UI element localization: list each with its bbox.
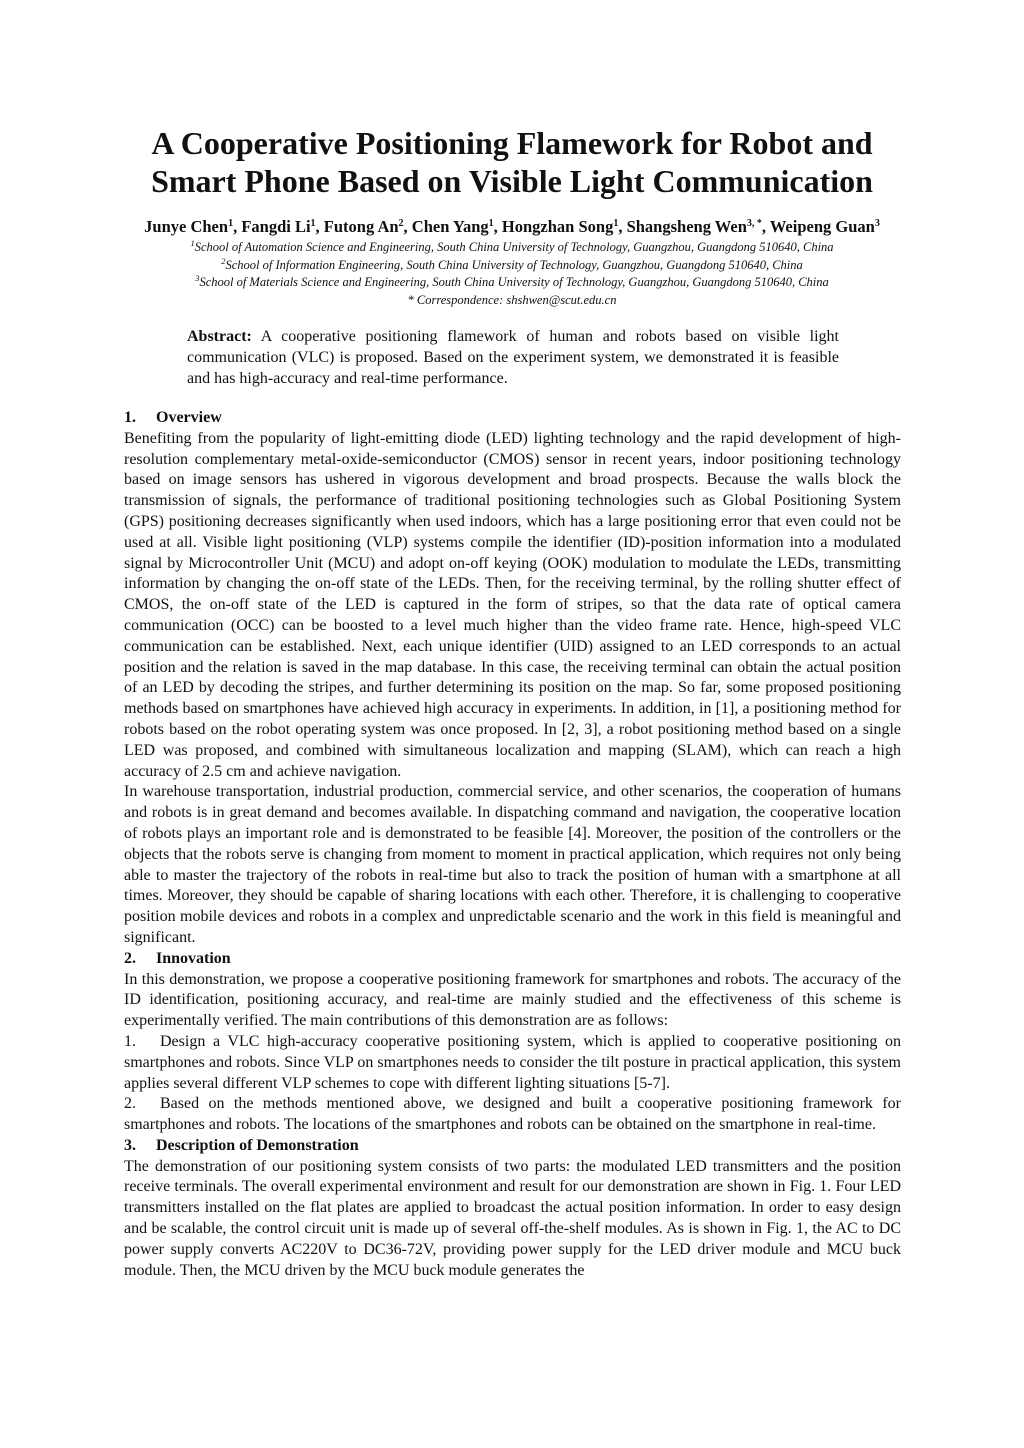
paragraph: Benefiting from the popularity of light-emitting diode (LED) lighting technology and the rapid development of high-resolution complementary metal-oxide-semiconductor (CMOS) sensor in recent years, indoor positioning technology based on image sensors has ushered in vigorous development and broad prospects. Because the walls block the transmission of signals, the performance of traditional positioning technologies such as Global Positioning System (GPS) positioning decreases significantly when used indoors, which has a large positioning error that even could not be used at all. Visible light positioning (VLP) systems compile the identifier (ID)-position information into a modulated signal by Microcontroller Unit (MCU) and adopt on-off keying (OOK) modulation to modulate the LEDs, transmitting information by changing the on-off state of the LEDs. Then, for the receiving terminal, by the rolling shutter effect of CMOS, the on-off state of the LED is captured in the form of stripes, so that the data rate of optical camera communication (OCC) can be boosted to a level much higher than the video frame rate. Hence, high-speed VLC communication can be established. Next, each unique identifier (UID) assigned to an LED corresponds to an actual position and the relation is saved in the map database. In this case, the receiving terminal can obtain the actual position of an LED by decoding the stripes, and further determining its position on the map. So far, some proposed positioning methods based on smartphones have achieved high accuracy in experiments. In addition, in [1], a positioning method for robots based on the robot operating system was once proposed. In [2, 3], a robot positioning method based on a single LED was proposed, and combined with simultaneous localization and mapping (SLAM), which can reach a high accuracy of 2.5 cm and achieve navigation. (124, 429, 901, 780)
author: Fangdi Li$^1$, (241, 217, 324, 236)
author: Weipeng Guan$^3$ (769, 217, 880, 236)
author-list (0, 217, 1024, 237)
affiliation-list (0, 239, 1024, 309)
paragraph: In this demonstration, we propose a cooperative positioning framework for smartphones and robots. The accuracy of the ID identification, positioning accuracy, and real-time are mainly studied and the effectiveness of this scheme is experimentally verified. The main contributions of this demonstration are as follows: (124, 970, 901, 1030)
abstract-label: Abstract: (187, 328, 252, 345)
section-heading: 2. Innovation (124, 949, 231, 967)
title-line-1: A Cooperative Positioning Flamework for Robot and (151, 125, 873, 161)
paper-title (0, 124, 1024, 200)
abstract-text: A cooperative positioning flamework of human and robots based on visible light communication (VLC) is proposed. Based on the experiment system, we demonstrated it is feasible and has high-accuracy and real-time performance. (187, 328, 840, 387)
author: Hongzhan Song$^1$, (501, 217, 627, 236)
affiliation: $^1$School of Automation Science and Engineering, South China University of Technology, Guangzhou, Guangdong 510640, China (190, 238, 834, 254)
paragraph: The demonstration of our positioning system consists of two parts: the modulated LED transmitters and the position receive terminals. The overall experimental environment and result for our demonstration are shown in Fig. 1. Four LED transmitters installed on the flat plates are applied to broadcast the actual position information. In order to easy design and be scalable, the control circuit unit is made up of several off-the-shelf modules. As is shown in Fig. 1, the AC to DC power supply converts AC220V to DC36-72V, providing power supply for the LED driver module and MCU buck module. Then, the MCU driven by the MCU buck module generates the (124, 1157, 901, 1279)
section-heading: 1. Overview (124, 409, 222, 426)
paper-body (124, 408, 901, 1281)
affiliation: $^2$School of Information Engineering, South China University of Technology, Guangzhou, Guangdong 510640, China (221, 255, 803, 272)
title-line-2: Smart Phone Based on Visible Light Communication (151, 163, 873, 199)
author: Chen Yang$^1$, (411, 217, 502, 236)
affiliation: $^3$School of Materials Science and Engineering, South China University of Technology, Guangzhou, Guangdong 510640, China (195, 273, 829, 290)
list-item: 1. Design a VLC high-accuracy cooperative positioning system, which is applied to cooperative positioning on smartphones and robots. Since VLP on smartphones needs to consider the tilt posture in practical application, this system applies several different VLP schemes to cope with different lighting situations [5-7]. (124, 1032, 901, 1092)
author: Futong An$^2$, (323, 217, 412, 236)
author: Junye Chen$^1$, (144, 217, 242, 236)
correspondence: * Correspondence: shshwen@scut.edu.cn (407, 292, 617, 307)
author: Shangsheng Wen$^{3, *}$, (626, 217, 770, 236)
paragraph: In warehouse transportation, industrial production, commercial service, and other scenarios, the cooperation of humans and robots is in great demand and becomes available. In dispatching command and navigation, the cooperative location of robots plays an important role and is demonstrated to be feasible [4]. Moreover, the position of the controllers or the objects that the robots serve is changing from moment to moment in practical application, which requires not only being able to master the trajectory of the robots in real-time but also to track the position of human with a smartphone at all times. Moreover, they should be capable of sharing locations with each other. Therefore, it is challenging to cooperative position mobile devices and robots in a complex and unpredictable scenario and the work in this field is meaningful and significant. (124, 783, 901, 946)
abstract (187, 326, 839, 389)
section-heading: 3. Description of Demonstration (124, 1136, 359, 1154)
list-item: 2. Based on the methods mentioned above, we designed and built a cooperative positioning framework for smartphones and robots. The locations of the smartphones and robots can be obtained on the smartphone in real-time. (124, 1095, 901, 1134)
